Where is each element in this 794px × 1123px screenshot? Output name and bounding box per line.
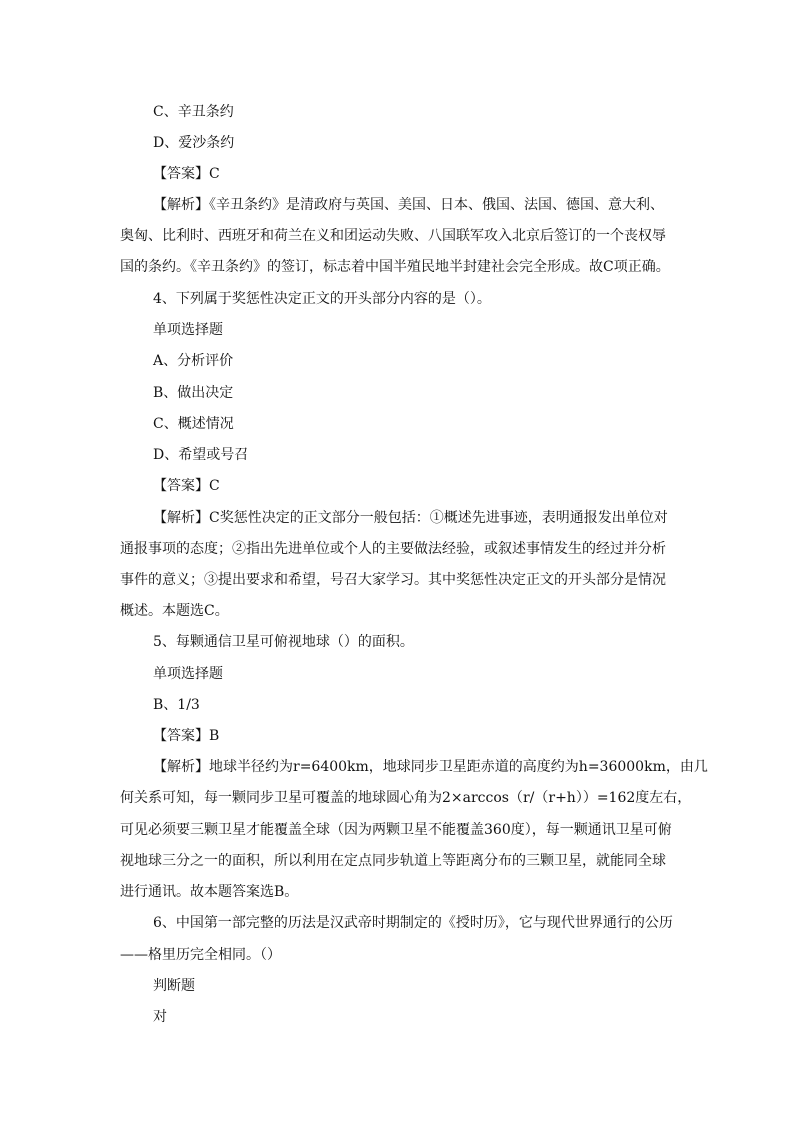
analysis-continuation: 奥匈、比利时、西班牙和荷兰在义和团运动失败、八国联军攻入北京后签订的一个丧权辱 — [120, 228, 666, 244]
answer-line: 【答案】C — [153, 478, 220, 494]
option-d-line: D、爱沙条约 — [153, 135, 235, 151]
analysis-continuation: 进行通讯。故本题答案选B。 — [120, 884, 299, 900]
analysis-line: 【解析】C奖惩性决定的正文部分一般包括：①概述先进事迹，表明通报发出单位对 — [153, 510, 668, 526]
answer-line: 【答案】C — [153, 166, 220, 182]
analysis-continuation: 何关系可知，每一颗同步卫星可覆盖的地球圆心角为2×arccos（r/（r+h））=162度左右， — [120, 790, 692, 806]
option-d-line: D、希望或号召 — [153, 447, 249, 463]
option-b-line: B、1/3 — [153, 697, 200, 713]
question-type: 单项选择题 — [153, 322, 223, 338]
analysis-continuation: 概述。本题选C。 — [120, 603, 229, 619]
analysis-continuation: 通报事项的态度；②指出先进单位或个人的主要做法经验，或叙述事情发生的经过并分析 — [120, 541, 666, 557]
question-4: 4、下列属于奖惩性决定正文的开头部分内容的是（）。 — [153, 291, 491, 307]
question-5: 5、每颗通信卫星可俯视地球（）的面积。 — [153, 634, 414, 650]
analysis-continuation: 国的条约。《辛丑条约》的签订，标志着中国半殖民地半封建社会完全形成。故C项正确。 — [120, 259, 670, 275]
analysis-line: 【解析】《辛丑条约》是清政府与英国、美国、日本、俄国、法国、德国、意大利、 — [153, 197, 664, 213]
analysis-continuation: 可见必须要三颗卫星才能覆盖全球（因为两颗卫星不能覆盖360度），每一颗通讯卫星可俯 — [120, 822, 672, 838]
answer-option: 对 — [153, 1009, 167, 1025]
question-type: 判断题 — [153, 978, 195, 994]
analysis-continuation: 事件的意义；③提出要求和希望，号召大家学习。其中奖惩性决定正文的开头部分是情况 — [120, 572, 666, 588]
option-c-line: C、概述情况 — [153, 416, 234, 432]
analysis-line: 【解析】地球半径约为r=6400km，地球同步卫星距赤道的高度约为h=36000km，由几 — [153, 759, 708, 775]
option-c-line: C、辛丑条约 — [153, 104, 234, 120]
option-b-line: B、做出决定 — [153, 385, 234, 401]
option-a-line: A、分析评价 — [153, 353, 234, 369]
question-type: 单项选择题 — [153, 666, 223, 682]
question-6-continuation: ——格里历完全相同。（） — [120, 947, 281, 963]
analysis-continuation: 视地球三分之一的面积，所以利用在定点同步轨道上等距离分布的三颗卫星，就能同全球 — [120, 853, 666, 869]
question-6: 6、中国第一部完整的历法是汉武帝时期制定的《授时历》，它与现代世界通行的公历 — [153, 915, 673, 931]
answer-line: 【答案】B — [153, 728, 220, 744]
